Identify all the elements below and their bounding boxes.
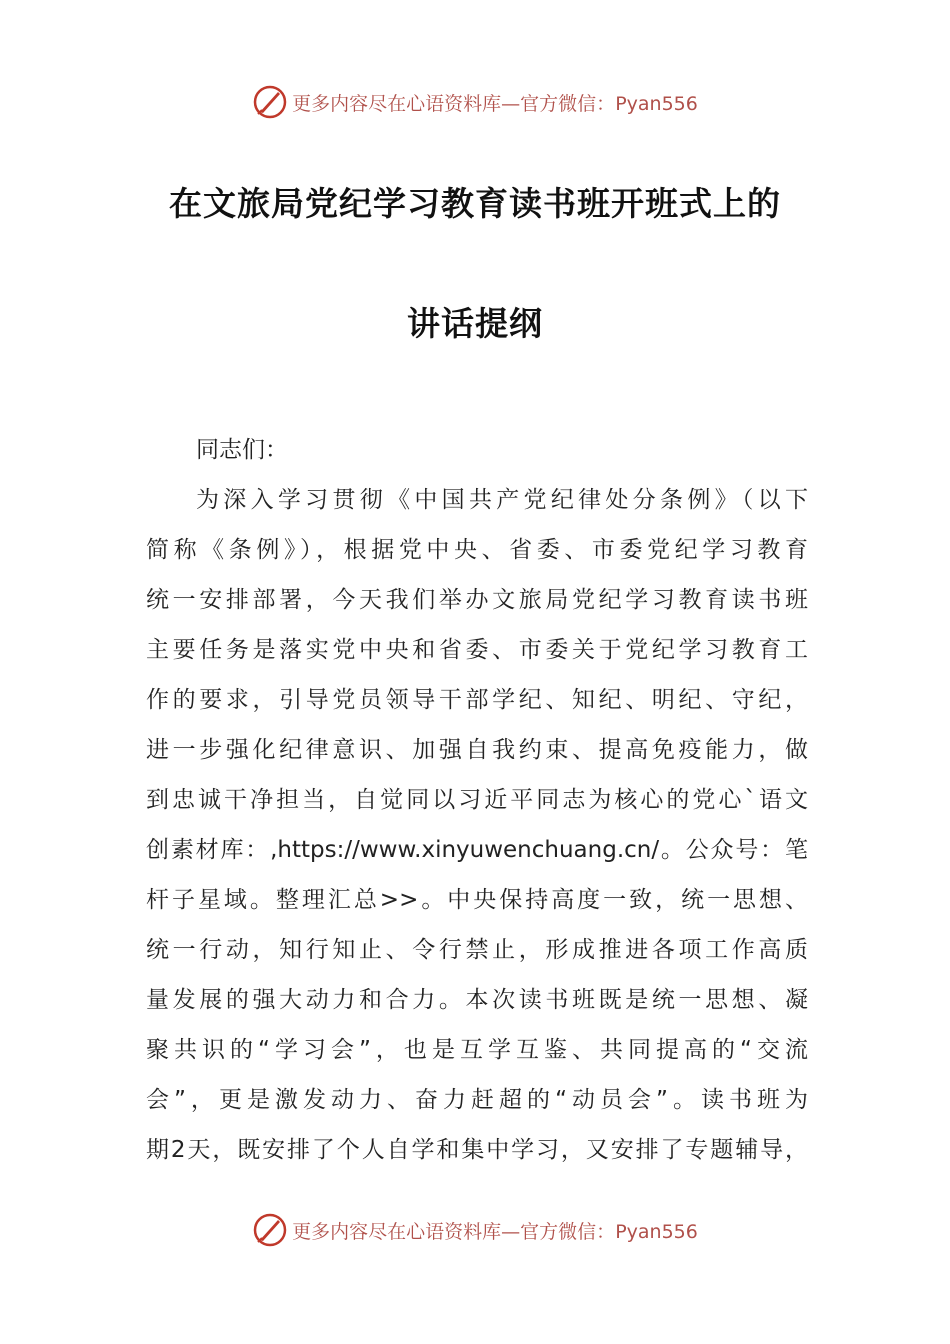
footer-banner	[0, 1210, 950, 1250]
body-line: 为深入学习贯彻《中国共产党纪律处分条例》（以下	[196, 487, 808, 513]
quill-logo-icon	[252, 1212, 288, 1248]
body-line: 作的要求，引导党员领导干部学纪、知纪、明纪、守纪，	[146, 687, 808, 713]
document-title-line-1: 在文旅局党纪学习教育读书班开班式上的	[169, 184, 781, 223]
banner-text: 更多内容尽在心语资料库—官方微信：Pyan556	[292, 1220, 698, 1243]
body-line: 到忠诚干净担当，自觉同以习近平同志为核心的党心`语文	[146, 787, 808, 813]
greeting: 同志们：	[196, 437, 288, 463]
body-line: 创素材库：,https://www.xinyuwenchuang.cn/。公众号：笔	[146, 837, 808, 863]
body-line: 统一行动，知行知止、令行禁止，形成推进各项工作高质	[146, 937, 808, 963]
document-title-line-2: 讲话提纲	[407, 304, 543, 343]
header-banner	[0, 82, 950, 122]
body-line: 聚共识的“学习会”，也是互学互鉴、共同提高的“交流	[146, 1037, 808, 1063]
banner-text: 更多内容尽在心语资料库—官方微信：Pyan556	[292, 92, 698, 115]
body-line: 杆子星域。整理汇总>>。中央保持高度一致，统一思想、	[146, 887, 808, 913]
body-line: 会”，更是激发动力、奋力赶超的“动员会”。读书班为	[146, 1087, 808, 1113]
body-line: 进一步强化纪律意识、加强自我约束、提高免疫能力，做	[146, 737, 808, 763]
body-line: 量发展的强大动力和合力。本次读书班既是统一思想、凝	[146, 987, 808, 1013]
body-line: 期2天，既安排了个人自学和集中学习，又安排了专题辅导，	[146, 1137, 808, 1163]
body-line: 统一安排部署，今天我们举办文旅局党纪学习教育读书班	[146, 587, 808, 613]
body-line: 主要任务是落实党中央和省委、市委关于党纪学习教育工	[146, 637, 808, 663]
quill-logo-icon	[252, 84, 288, 120]
body-line: 简称《条例》），根据党中央、省委、市委党纪学习教育	[146, 537, 808, 563]
